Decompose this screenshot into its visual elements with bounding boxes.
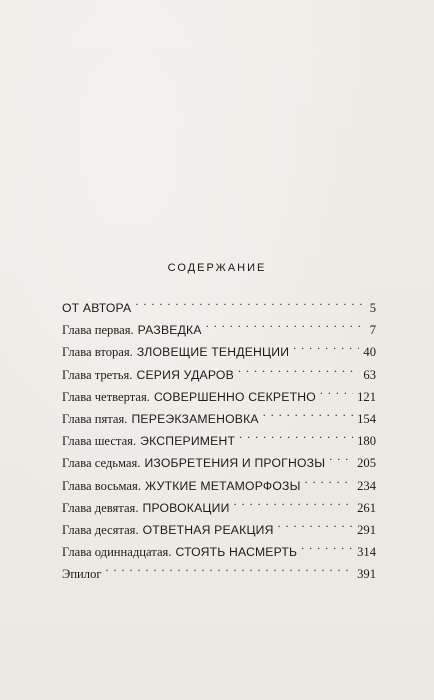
toc-page-number: 234: [357, 478, 376, 493]
toc-heading: ОТ АВТОРА: [62, 301, 132, 315]
toc-chapter-label: Эпилог: [62, 567, 102, 582]
toc-entry: [62, 290, 376, 315]
toc-page-number: 121: [357, 389, 376, 404]
table-of-contents: [62, 290, 376, 582]
toc-heading: ПРОВОКАЦИИ: [142, 500, 230, 515]
toc-heading: ЗЛОВЕЩИЕ ТЕНДЕНЦИИ: [136, 345, 290, 360]
toc-leader: [239, 423, 353, 445]
toc-chapter-label: Глава седьмая.: [62, 456, 141, 471]
toc-page-number: 5: [369, 301, 376, 315]
toc-chapter-label: Глава первая.: [62, 323, 134, 338]
toc-page-number: 154: [357, 411, 376, 426]
toc-heading: ЖУТКИЕ МЕТАМОРФОЗЫ: [144, 478, 301, 493]
toc-leader: [278, 512, 353, 534]
toc-heading: ПЕРЕЭКЗАМЕНОВКА: [131, 411, 259, 426]
toc-page-number: 205: [357, 456, 376, 471]
toc-chapter-label: Глава четвертая.: [62, 389, 150, 404]
toc-page-number: 391: [357, 567, 376, 582]
toc-leader: [329, 445, 353, 467]
toc-page-number: 291: [357, 522, 376, 537]
toc-leader: [320, 379, 353, 401]
toc-chapter-label: Глава вторая.: [62, 345, 133, 360]
toc-page-number: 314: [357, 545, 376, 560]
toc-leader: [234, 490, 354, 512]
toc-heading: РАЗВЕДКА: [137, 323, 202, 338]
toc-chapter-label: Глава пятая.: [62, 411, 128, 426]
toc-chapter-label: Глава одиннадцатая.: [62, 545, 172, 560]
toc-chapter-label: Глава восьмая.: [62, 478, 141, 493]
toc-chapter-label: Глава шестая.: [62, 434, 137, 449]
toc-page-number: 261: [357, 500, 376, 515]
page-title: содержание: [167, 258, 267, 275]
toc-leader: [305, 468, 354, 490]
toc-chapter-label: Глава десятая.: [62, 522, 139, 537]
toc-page-number: 63: [363, 367, 376, 382]
toc-leader: [238, 357, 359, 379]
toc-heading: ЭКСПЕРИМЕНТ: [140, 434, 236, 449]
toc-leader: [301, 534, 353, 556]
toc-page-number: 40: [363, 345, 376, 360]
toc-page-number: 180: [357, 434, 376, 449]
toc-leader: [206, 312, 366, 334]
toc-heading: ИЗОБРЕТЕНИЯ И ПРОГНОЗЫ: [144, 456, 326, 471]
toc-leader: [135, 290, 365, 312]
toc-leader: [106, 556, 354, 578]
toc-heading: СТОЯТЬ НАСМЕРТЬ: [175, 545, 298, 560]
toc-chapter-label: Глава третья.: [62, 367, 133, 382]
toc-chapter-label: Глава девятая.: [62, 500, 139, 515]
toc-heading: СЕРИЯ УДАРОВ: [136, 367, 234, 382]
toc-heading: ОТВЕТНАЯ РЕАКЦИЯ: [142, 522, 274, 537]
toc-entry: [62, 556, 376, 582]
toc-leader: [263, 401, 353, 423]
toc-leader: [293, 334, 359, 356]
toc-page-number: 7: [369, 323, 376, 338]
toc-heading: СОВЕРШЕННО СЕКРЕТНО: [153, 389, 316, 404]
